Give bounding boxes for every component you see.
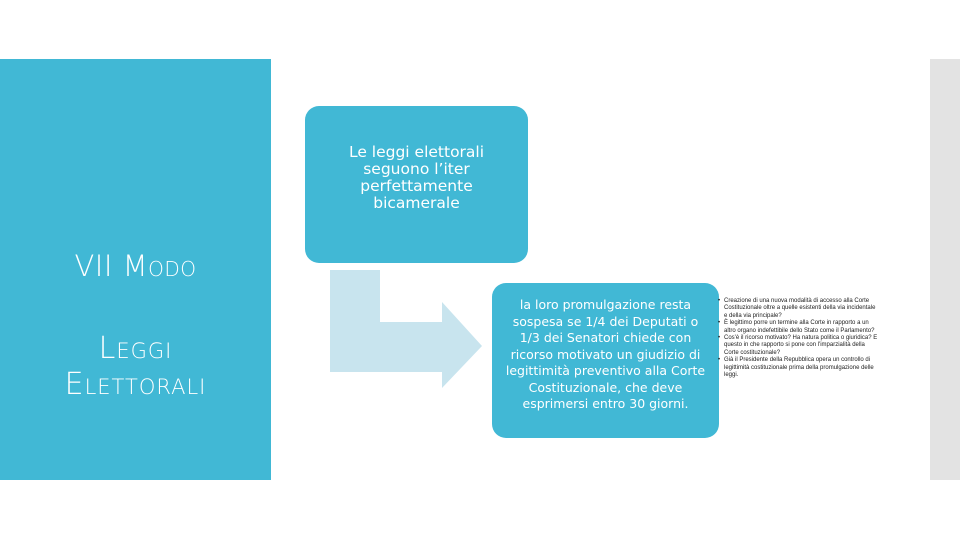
slide-title-line2: Leggi bbox=[98, 331, 173, 366]
right-sidebar-strip bbox=[930, 59, 960, 480]
diagram-box-top bbox=[305, 106, 528, 263]
notes-list bbox=[718, 298, 880, 379]
note-item: • Creazione di una nuova modalità di accesso alla Corte Costituzionale oltre a quelle esistenti della via incidentale e della via principale? bbox=[718, 298, 880, 320]
note-item: • È legittimo porre un termine alla Corte in rapporto a un altro organo indefettibile dello Stato come il Parlamento? bbox=[718, 320, 880, 335]
slide-title-line3: Elettorali bbox=[64, 367, 207, 402]
diagram-box-bottom-text: la loro promulgazione resta sospesa se 1/4 dei Deputati o 1/3 dei Senatori chiede con ricorso motivato un giudizio di legittimità preventivo alla Corte Costituzionale, che deve esprimersi entro 30 giorni. bbox=[505, 297, 706, 411]
diagram-box-top-text: Le leggi elettorali seguono l’iter perfettamente bicamerale bbox=[348, 143, 485, 212]
note-item: • Cos'è il ricorso motivato? Ha natura politica o giuridica? E questo in che rapporto si pone con l'imparzialità della Corte costituzionale? bbox=[718, 335, 880, 357]
title-panel bbox=[0, 59, 271, 480]
slide-title-block bbox=[0, 331, 271, 403]
diagram-box-bottom bbox=[492, 283, 719, 438]
bent-arrow-icon bbox=[330, 270, 490, 395]
slide-title-line1: VII Modo bbox=[74, 249, 197, 283]
arrow-shape bbox=[330, 270, 482, 388]
note-item: • Già il Presidente della Repubblica opera un controllo di legittimità costituzionale prima della promulgazione delle leggi. bbox=[718, 357, 880, 379]
